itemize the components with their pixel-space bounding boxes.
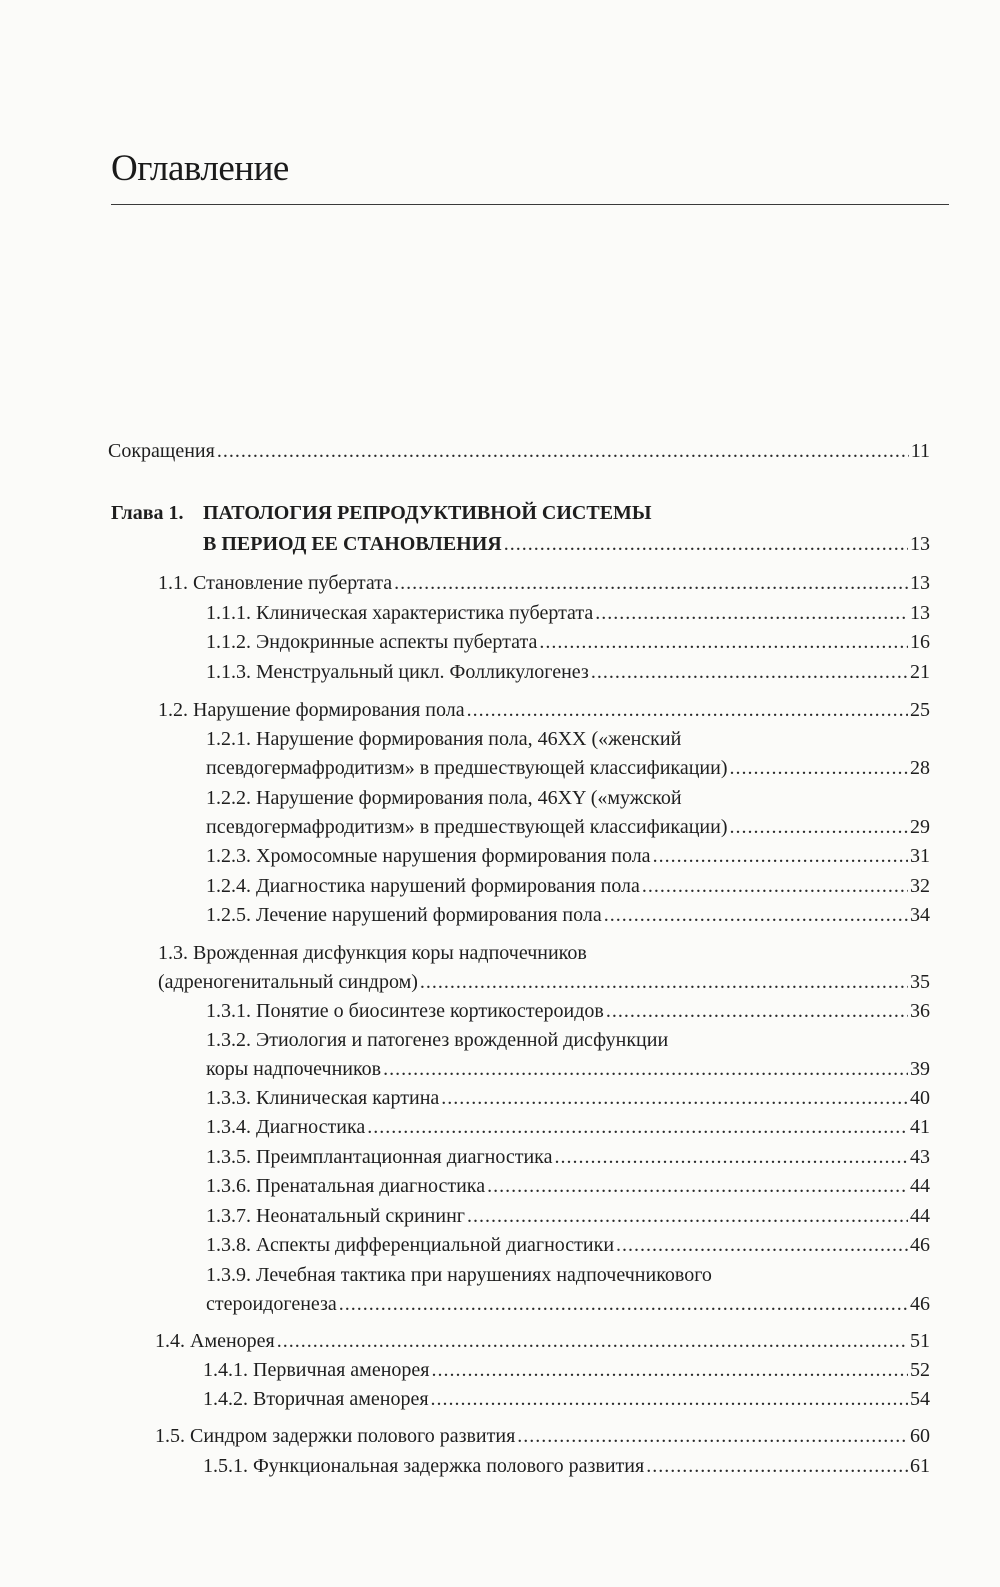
toc-entry-page: 31 bbox=[910, 845, 930, 867]
toc-entry-1-3-2[interactable] bbox=[206, 1056, 930, 1082]
toc-entry-page: 13 bbox=[910, 572, 930, 594]
toc-leader-dots bbox=[591, 659, 908, 685]
toc-leader-dots bbox=[653, 843, 908, 869]
toc-entry-label: 1.4.1. Первичная аменорея bbox=[203, 1359, 430, 1381]
toc-leader-dots bbox=[517, 1423, 908, 1449]
toc-entry-page: 44 bbox=[910, 1175, 930, 1197]
toc-entry-page: 35 bbox=[910, 971, 930, 993]
toc-entry-1-1-1[interactable] bbox=[206, 600, 930, 626]
toc-entry-1-5-1[interactable] bbox=[203, 1453, 930, 1479]
toc-entry-1-3-8[interactable] bbox=[206, 1232, 930, 1258]
toc-leader-dots bbox=[487, 1173, 908, 1199]
toc-entry-label: 1.3.4. Диагностика bbox=[206, 1116, 366, 1138]
toc-entry-1-2-1-line1: 1.2.1. Нарушение формирования пола, 46ХХ («женский bbox=[206, 728, 682, 750]
toc-entry-1-1-2[interactable] bbox=[206, 629, 930, 655]
toc-entry-page: 34 bbox=[910, 904, 930, 926]
toc-entry-label: 1.1.2. Эндокринные аспекты пубертата bbox=[206, 631, 538, 653]
toc-entry-label: (адреногенитальный синдром) bbox=[158, 971, 418, 993]
toc-leader-dots bbox=[729, 814, 908, 840]
toc-entry-label: 1.2. Нарушение формирования пола bbox=[158, 699, 465, 721]
toc-entry-page: 61 bbox=[910, 1455, 930, 1477]
toc-entry-1-3-1[interactable] bbox=[206, 998, 930, 1024]
toc-entry-1-2-3[interactable] bbox=[206, 843, 930, 869]
toc-entry-label: 1.1.3. Менструальный цикл. Фолликулогенез bbox=[206, 661, 589, 683]
toc-entry-page: 36 bbox=[910, 1000, 930, 1022]
toc-entry-label: В ПЕРИОД ЕЕ СТАНОВЛЕНИЯ bbox=[203, 533, 502, 555]
toc-entry-label: 1.1.1. Клиническая характеристика пубертата bbox=[206, 602, 594, 624]
toc-entry-label: 1.3.8. Аспекты дифференциальной диагностики bbox=[206, 1234, 615, 1256]
page-title: Оглавление bbox=[111, 148, 289, 189]
toc-entry-page: 46 bbox=[910, 1293, 930, 1315]
toc-entry-label: стероидогенеза bbox=[206, 1293, 337, 1315]
toc-entry-1-3-line1: 1.3. Врожденная дисфункция коры надпочечников bbox=[158, 942, 587, 964]
toc-entry-label: 1.5. Синдром задержки полового развития bbox=[155, 1425, 516, 1447]
toc-leader-dots bbox=[646, 1453, 908, 1479]
chapter-label: Глава 1. bbox=[111, 502, 184, 524]
toc-leader-dots bbox=[367, 1114, 908, 1140]
toc-entry-1-3-9-line1: 1.3.9. Лечебная тактика при нарушениях надпочечникового bbox=[206, 1264, 712, 1286]
toc-entry-label: 1.5.1. Функциональная задержка полового развития bbox=[203, 1455, 645, 1477]
toc-entry-page: 41 bbox=[910, 1116, 930, 1138]
toc-entry-1-3-4[interactable] bbox=[206, 1114, 930, 1140]
toc-entry-label: псевдогермафродитизм» в предшествующей классификации) bbox=[206, 757, 728, 779]
toc-leader-dots bbox=[467, 697, 908, 723]
toc-leader-dots bbox=[431, 1386, 908, 1412]
toc-entry-1-1[interactable] bbox=[158, 570, 930, 596]
toc-entry-page: 40 bbox=[910, 1087, 930, 1109]
toc-entry-page: 29 bbox=[910, 816, 930, 838]
toc-entry-1-3-7[interactable] bbox=[206, 1203, 930, 1229]
toc-entry-1-2[interactable] bbox=[158, 697, 930, 723]
toc-entry-page: 60 bbox=[910, 1425, 930, 1447]
toc-entry-page: 21 bbox=[910, 661, 930, 683]
toc-entry-page: 39 bbox=[910, 1058, 930, 1080]
toc-leader-dots bbox=[217, 438, 909, 464]
toc-entry-1-3-9[interactable] bbox=[206, 1291, 930, 1317]
toc-entry-page: 13 bbox=[910, 533, 930, 555]
toc-entry-1-4-1[interactable] bbox=[203, 1357, 930, 1383]
chapter-title-line1: ПАТОЛОГИЯ РЕПРОДУКТИВНОЙ СИСТЕМЫ bbox=[203, 502, 652, 524]
toc-entry-label: 1.3.5. Преимплантационная диагностика bbox=[206, 1146, 553, 1168]
toc-leader-dots bbox=[394, 570, 908, 596]
toc-entry-1-2-2-line1: 1.2.2. Нарушение формирования пола, 46XY («мужской bbox=[206, 787, 682, 809]
toc-entry-1-2-4[interactable] bbox=[206, 873, 930, 899]
toc-entry-label: 1.2.5. Лечение нарушений формирования пола bbox=[206, 904, 602, 926]
toc-entry-page: 16 bbox=[910, 631, 930, 653]
toc-leader-dots bbox=[604, 902, 908, 928]
toc-leader-dots bbox=[467, 1203, 908, 1229]
toc-entry-1-4[interactable] bbox=[155, 1328, 930, 1354]
toc-leader-dots bbox=[554, 1144, 908, 1170]
toc-entry-1-3-2-line1: 1.3.2. Этиология и патогенез врожденной дисфункции bbox=[206, 1029, 669, 1051]
toc-entry-label: 1.3.6. Пренатальная диагностика bbox=[206, 1175, 486, 1197]
toc-leader-dots bbox=[383, 1056, 908, 1082]
toc-leader-dots bbox=[729, 755, 908, 781]
toc-entry-1-2-5[interactable] bbox=[206, 902, 930, 928]
toc-entry-label: 1.3.1. Понятие о биосинтезе кортикостероидов bbox=[206, 1000, 604, 1022]
toc-leader-dots bbox=[420, 969, 908, 995]
toc-entry-page: 51 bbox=[910, 1330, 930, 1352]
toc-entry-1-2-2[interactable] bbox=[206, 814, 930, 840]
toc-entry-label: 1.1. Становление пубертата bbox=[158, 572, 393, 594]
toc-leader-dots bbox=[441, 1085, 908, 1111]
toc-entry-chapter-1[interactable] bbox=[203, 531, 930, 557]
toc-entry-1-3[interactable] bbox=[158, 969, 930, 995]
toc-leader-dots bbox=[277, 1328, 908, 1354]
toc-entry-page: 28 bbox=[910, 757, 930, 779]
toc-entry-1-5[interactable] bbox=[155, 1423, 930, 1449]
toc-entry-label: 1.2.3. Хромосомные нарушения формирования пола bbox=[206, 845, 651, 867]
toc-entry-label: псевдогермафродитизм» в предшествующей классификации) bbox=[206, 816, 728, 838]
toc-leader-dots bbox=[432, 1357, 909, 1383]
toc-entry-1-4-2[interactable] bbox=[203, 1386, 930, 1412]
toc-entry-page: 11 bbox=[910, 440, 930, 462]
toc-entry-page: 13 bbox=[910, 602, 930, 624]
toc-entry-label: Сокращения bbox=[108, 440, 215, 462]
toc-entry-1-3-3[interactable] bbox=[206, 1085, 930, 1111]
toc-entry-page: 44 bbox=[910, 1205, 930, 1227]
toc-entry-page: 43 bbox=[910, 1146, 930, 1168]
toc-entry-label: 1.4. Аменорея bbox=[155, 1330, 275, 1352]
toc-entry-1-1-3[interactable] bbox=[206, 659, 930, 685]
toc-leader-dots bbox=[606, 998, 908, 1024]
toc-leader-dots bbox=[539, 629, 908, 655]
toc-leader-dots bbox=[616, 1232, 908, 1258]
toc-entry-page: 32 bbox=[910, 875, 930, 897]
toc-leader-dots bbox=[504, 531, 908, 557]
toc-entry-1-3-5[interactable] bbox=[206, 1144, 930, 1170]
toc-entry-1-2-1[interactable] bbox=[206, 755, 930, 781]
toc-entry-page: 46 bbox=[910, 1234, 930, 1256]
toc-entry-label: 1.2.4. Диагностика нарушений формирования пола bbox=[206, 875, 640, 897]
toc-entry-label: коры надпочечников bbox=[206, 1058, 382, 1080]
toc-entry-label: 1.3.7. Неонатальный скрининг bbox=[206, 1205, 465, 1227]
toc-leader-dots bbox=[642, 873, 908, 899]
toc-leader-dots bbox=[339, 1291, 908, 1317]
toc-entry-page: 54 bbox=[910, 1388, 930, 1410]
toc-entry-abbreviations[interactable] bbox=[108, 438, 930, 464]
toc-entry-label: 1.4.2. Вторичная аменорея bbox=[203, 1388, 429, 1410]
toc-entry-label: 1.3.3. Клиническая картина bbox=[206, 1087, 440, 1109]
toc-entry-page: 52 bbox=[910, 1359, 930, 1381]
toc-leader-dots bbox=[595, 600, 908, 626]
toc-entry-page: 25 bbox=[910, 699, 930, 721]
toc-entry-1-3-6[interactable] bbox=[206, 1173, 930, 1199]
